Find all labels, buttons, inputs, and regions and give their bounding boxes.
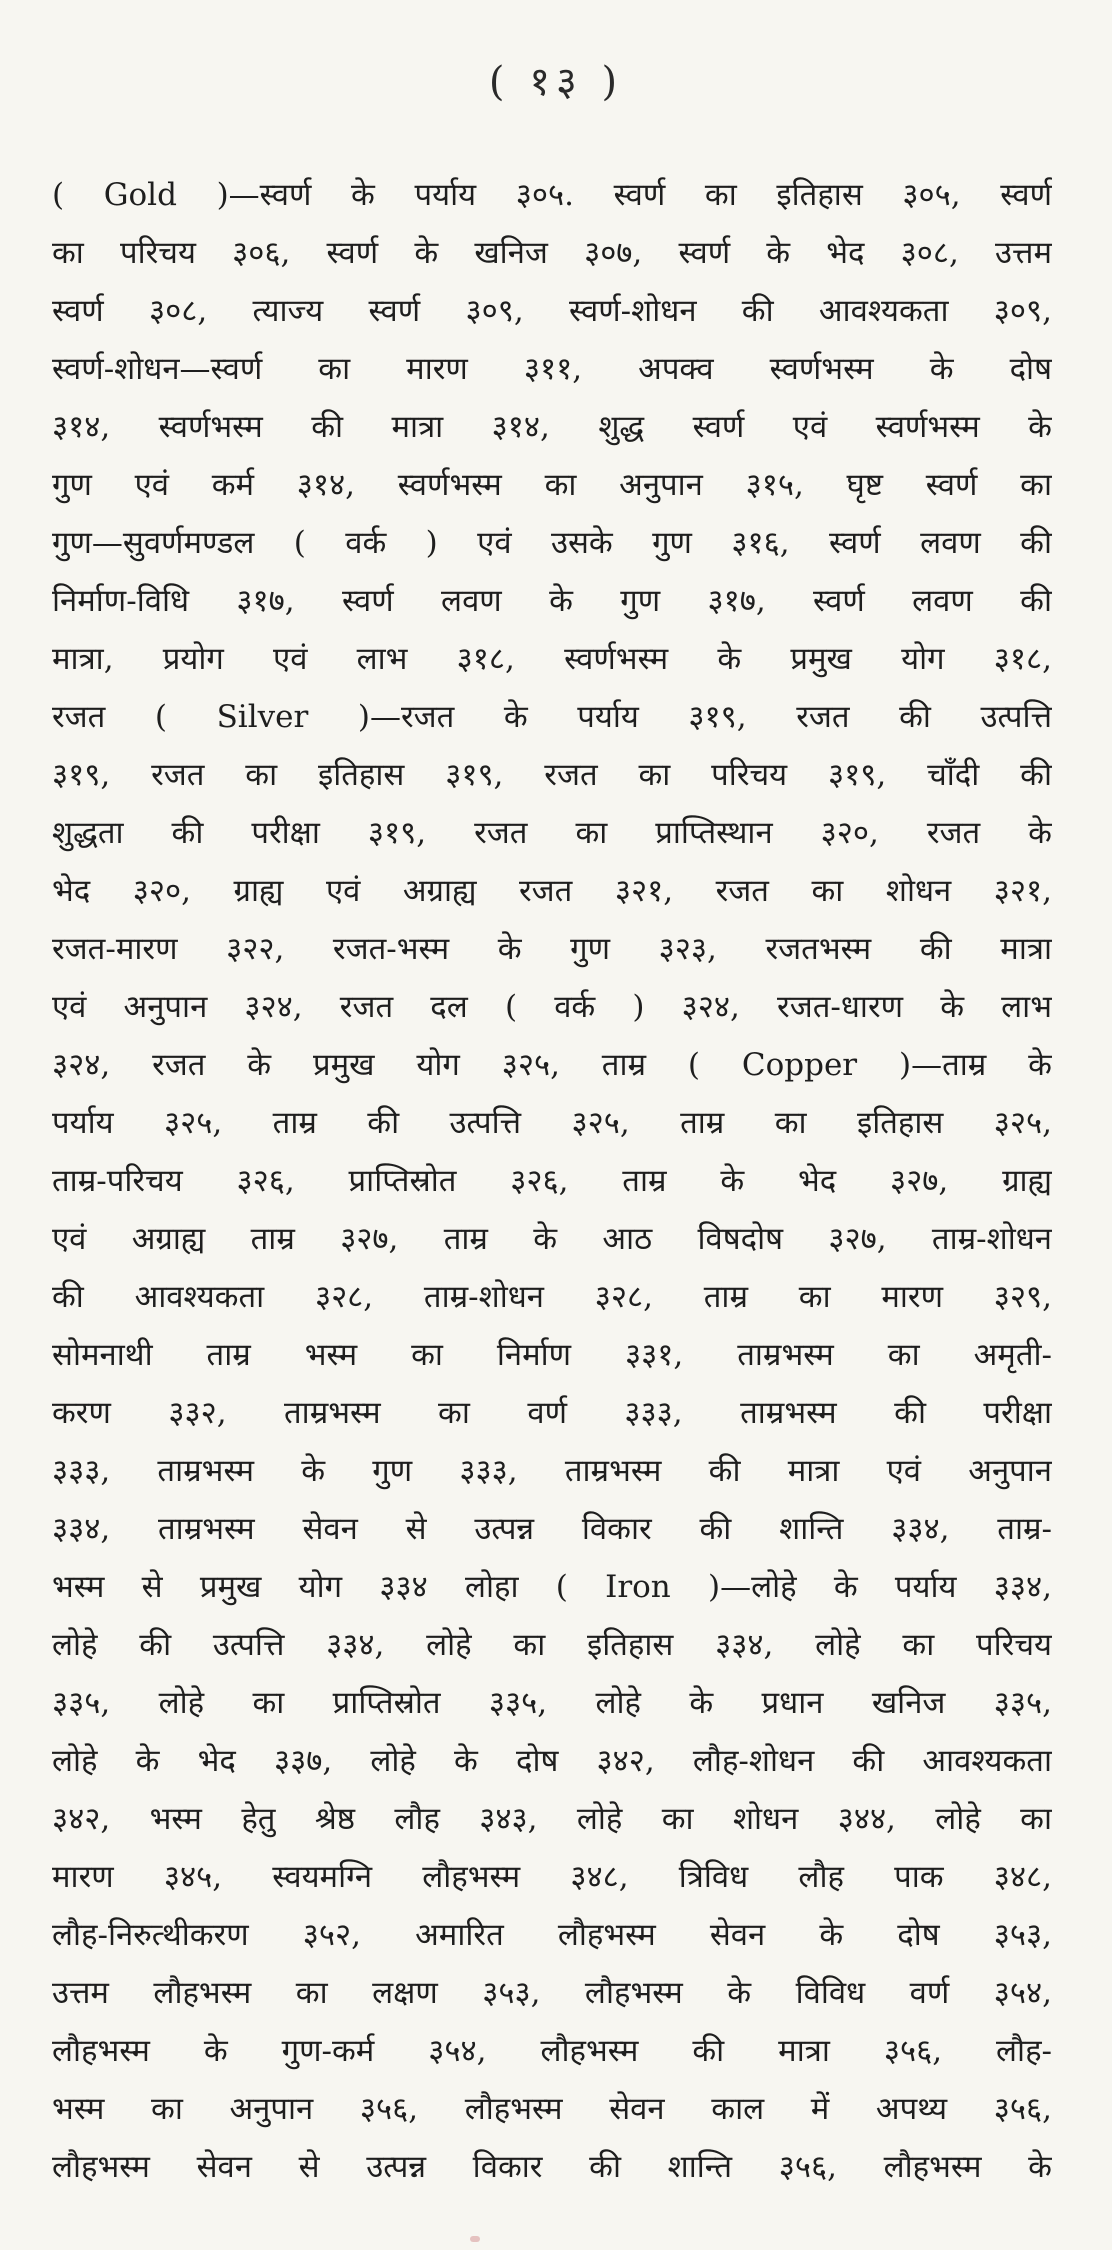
text-line: शुद्धता की परीक्षा ३१९, रजत का प्राप्तिस्थान ३२०, रजत के	[52, 815, 1052, 851]
text-line: ३३४, ताम्रभस्म सेवन से उत्पन्न विकार की शान्ति ३३४, ताम्र-	[52, 1511, 1052, 1547]
text-line: की आवश्यकता ३२८, ताम्र-शोधन ३२८, ताम्र का मारण ३२९,	[52, 1279, 1052, 1315]
text-line: निर्माण-विधि ३१७, स्वर्ण लवण के गुण ३१७, स्वर्ण लवण की	[52, 583, 1052, 619]
text-line: भस्म का अनुपान ३५६, लौहभस्म सेवन काल में अपथ्य ३५६,	[52, 2091, 1052, 2127]
text-line: स्वर्ण ३०८, त्याज्य स्वर्ण ३०९, स्वर्ण-शोधन की आवश्यकता ३०९,	[52, 293, 1052, 329]
text-line: मात्रा, प्रयोग एवं लाभ ३१८, स्वर्णभस्म के प्रमुख योग ३१८,	[52, 641, 1052, 677]
text-line: ३४२, भस्म हेतु श्रेष्ठ लौह ३४३, लोहे का शोधन ३४४, लोहे का	[52, 1801, 1052, 1837]
index-body-text	[52, 166, 1052, 2196]
text-line: गुण—सुवर्णमण्डल ( वर्क ) एवं उसके गुण ३१६, स्वर्ण लवण की	[52, 525, 1052, 561]
text-line: का परिचय ३०६, स्वर्ण के खनिज ३०७, स्वर्ण के भेद ३०८, उत्तम	[52, 235, 1052, 271]
text-line: करण ३३२, ताम्रभस्म का वर्ण ३३३, ताम्रभस्म की परीक्षा	[52, 1395, 1052, 1431]
text-line: एवं अनुपान ३२४, रजत दल ( वर्क ) ३२४, रजत-धारण के लाभ	[52, 989, 1052, 1025]
text-line: रजत-मारण ३२२, रजत-भस्म के गुण ३२३, रजतभस्म की मात्रा	[52, 931, 1052, 967]
page-number: ( १३ )	[488, 59, 624, 105]
text-line: भेद ३२०, ग्राह्य एवं अग्राह्य रजत ३२१, रजत का शोधन ३२१,	[52, 873, 1052, 909]
text-line: ( Gold )—स्वर्ण के पर्याय ३०५. स्वर्ण का इतिहास ३०५, स्वर्ण	[52, 177, 1052, 213]
text-line: लोहे की उत्पत्ति ३३४, लोहे का इतिहास ३३४, लोहे का परिचय	[52, 1627, 1052, 1663]
text-line: पर्याय ३२५, ताम्र की उत्पत्ति ३२५, ताम्र का इतिहास ३२५,	[52, 1105, 1052, 1141]
text-line: लोहे के भेद ३३७, लोहे के दोष ३४२, लौह-शोधन की आवश्यकता	[52, 1743, 1052, 1779]
text-line: लौह-निरुत्थीकरण ३५२, अमारित लौहभस्म सेवन के दोष ३५३,	[52, 1917, 1052, 1953]
text-line: गुण एवं कर्म ३१४, स्वर्णभस्म का अनुपान ३१५, घृष्ट स्वर्ण का	[52, 467, 1052, 503]
text-line: सोमनाथी ताम्र भस्म का निर्माण ३३१, ताम्रभस्म का अमृती-	[52, 1337, 1052, 1373]
text-line: ३१९, रजत का इतिहास ३१९, रजत का परिचय ३१९, चाँदी की	[52, 757, 1052, 793]
ink-speck-mark	[470, 2236, 480, 2242]
text-line: लौहभस्म के गुण-कर्म ३५४, लौहभस्म की मात्रा ३५६, लौह-	[52, 2033, 1052, 2069]
text-line: लौहभस्म सेवन से उत्पन्न विकार की शान्ति ३५६, लौहभस्म के	[52, 2149, 1052, 2185]
text-line: रजत ( Silver )—रजत के पर्याय ३१९, रजत की उत्पत्ति	[52, 699, 1052, 735]
text-line: ३३३, ताम्रभस्म के गुण ३३३, ताम्रभस्म की मात्रा एवं अनुपान	[52, 1453, 1052, 1489]
text-line: ३३५, लोहे का प्राप्तिस्रोत ३३५, लोहे के प्रधान खनिज ३३५,	[52, 1685, 1052, 1721]
text-line: उत्तम लौहभस्म का लक्षण ३५३, लौहभस्म के विविध वर्ण ३५४,	[52, 1975, 1052, 2011]
text-line: ३२४, रजत के प्रमुख योग ३२५, ताम्र ( Copper )—ताम्र के	[52, 1047, 1052, 1083]
text-line: ताम्र-परिचय ३२६, प्राप्तिस्रोत ३२६, ताम्र के भेद ३२७, ग्राह्य	[52, 1163, 1052, 1199]
text-line: मारण ३४५, स्वयमग्नि लौहभस्म ३४८, त्रिविध लौह पाक ३४८,	[52, 1859, 1052, 1895]
text-line: स्वर्ण-शोधन—स्वर्ण का मारण ३११, अपक्व स्वर्णभस्म के दोष	[52, 351, 1052, 387]
text-line: भस्म से प्रमुख योग ३३४ लोहा ( Iron )—लोहे के पर्याय ३३४,	[52, 1569, 1052, 1605]
text-line: ३१४, स्वर्णभस्म की मात्रा ३१४, शुद्ध स्वर्ण एवं स्वर्णभस्म के	[52, 409, 1052, 445]
text-line: एवं अग्राह्य ताम्र ३२७, ताम्र के आठ विषदोष ३२७, ताम्र-शोधन	[52, 1221, 1052, 1257]
